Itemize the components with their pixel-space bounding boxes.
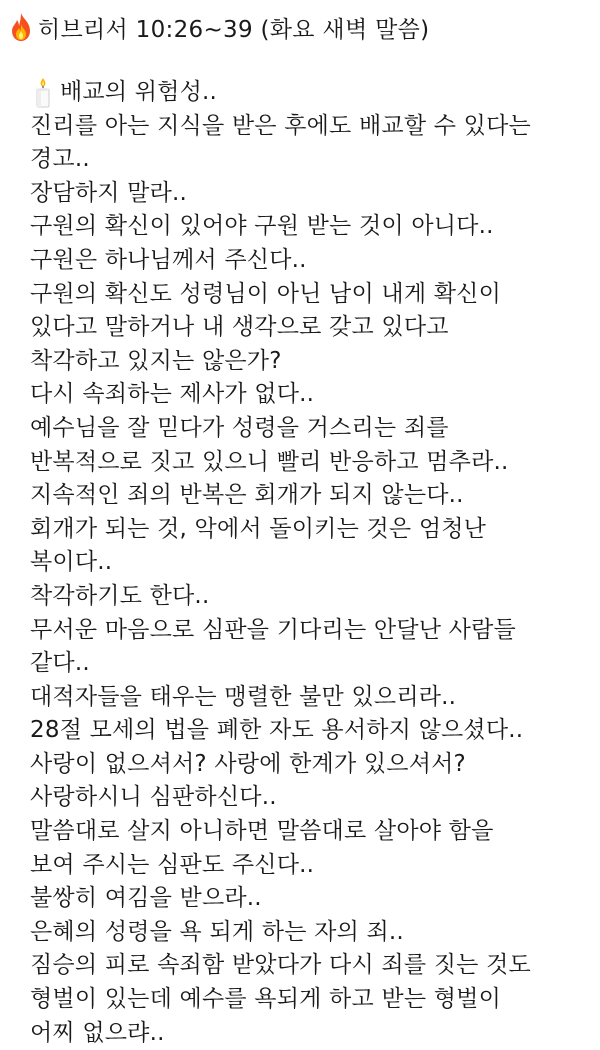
note-line: 지속적인 죄의 반복은 회개가 되지 않는다.. bbox=[30, 482, 464, 509]
note-line: 경고.. bbox=[30, 146, 90, 173]
note-line: 구원의 확신도 성령님이 아닌 남이 내게 확신이 bbox=[30, 280, 502, 307]
note-line: 착각하기도 한다.. bbox=[30, 582, 210, 609]
note-title-line bbox=[10, 8, 429, 46]
note-line: 어찌 없으랴.. bbox=[30, 1019, 165, 1046]
note-line: 복이다.. bbox=[30, 549, 113, 576]
note-line: 구원은 하나님께서 주신다.. bbox=[30, 246, 307, 273]
note-line: 예수님을 잘 믿다가 성령을 거스리는 죄를 bbox=[30, 414, 449, 441]
note-line: 말씀대로 살지 아니하면 말씀대로 살아야 함을 bbox=[30, 818, 494, 845]
note-line: 반복적으로 짓고 있으니 빨리 반응하고 멈추라.. bbox=[30, 448, 509, 475]
note-line: 은혜의 성령을 욕 되게 하는 자의 죄.. bbox=[30, 918, 404, 945]
candle-icon bbox=[34, 77, 52, 109]
note-line: 있다고 말하거나 내 생각으로 갖고 있다고 bbox=[30, 314, 449, 341]
note-line: 같다.. bbox=[30, 650, 90, 677]
note-title: 히브리서 10:26~39 (화요 새벽 말씀) bbox=[38, 16, 430, 43]
note-line: 사랑하시니 심판하신다.. bbox=[30, 784, 277, 811]
fire-icon bbox=[10, 12, 32, 42]
note-body bbox=[30, 76, 595, 1050]
note-line: 무서운 마음으로 심판을 기다리는 안달난 사람들 bbox=[30, 616, 516, 643]
note-line: 사랑이 없으셔서? 사랑에 한계가 있으셔서? bbox=[30, 750, 466, 777]
note-line: 보여 주시는 심판도 주신다.. bbox=[30, 851, 315, 878]
note-line: 진리를 아는 지식을 받은 후에도 배교할 수 있다는 bbox=[30, 112, 531, 139]
note-heading: 배교의 위험성.. bbox=[60, 79, 218, 105]
note-line: 불쌍히 여김을 받으라.. bbox=[30, 885, 262, 912]
note-line: 회개가 되는 것, 악에서 돌이키는 것은 엄청난 bbox=[30, 515, 487, 542]
note-heading-line bbox=[34, 76, 595, 110]
note-line: 형벌이 있는데 예수를 욕되게 하고 받는 형벌이 bbox=[30, 986, 502, 1013]
note-line: 구원의 확신이 있어야 구원 받는 것이 아니다.. bbox=[30, 213, 494, 240]
note-line: 장담하지 말라.. bbox=[30, 179, 188, 206]
note-line: 28절 모세의 법을 폐한 자도 용서하지 않으셨다.. bbox=[30, 717, 524, 744]
note-line: 대적자들을 태우는 맹렬한 불만 있으리라.. bbox=[30, 683, 457, 710]
note-line: 착각하고 있지는 않은가? bbox=[30, 347, 282, 374]
note-line: 다시 속죄하는 제사가 없다.. bbox=[30, 381, 315, 408]
note-line: 짐승의 피로 속죄함 받았다가 다시 죄를 짓는 것도 bbox=[30, 952, 531, 979]
